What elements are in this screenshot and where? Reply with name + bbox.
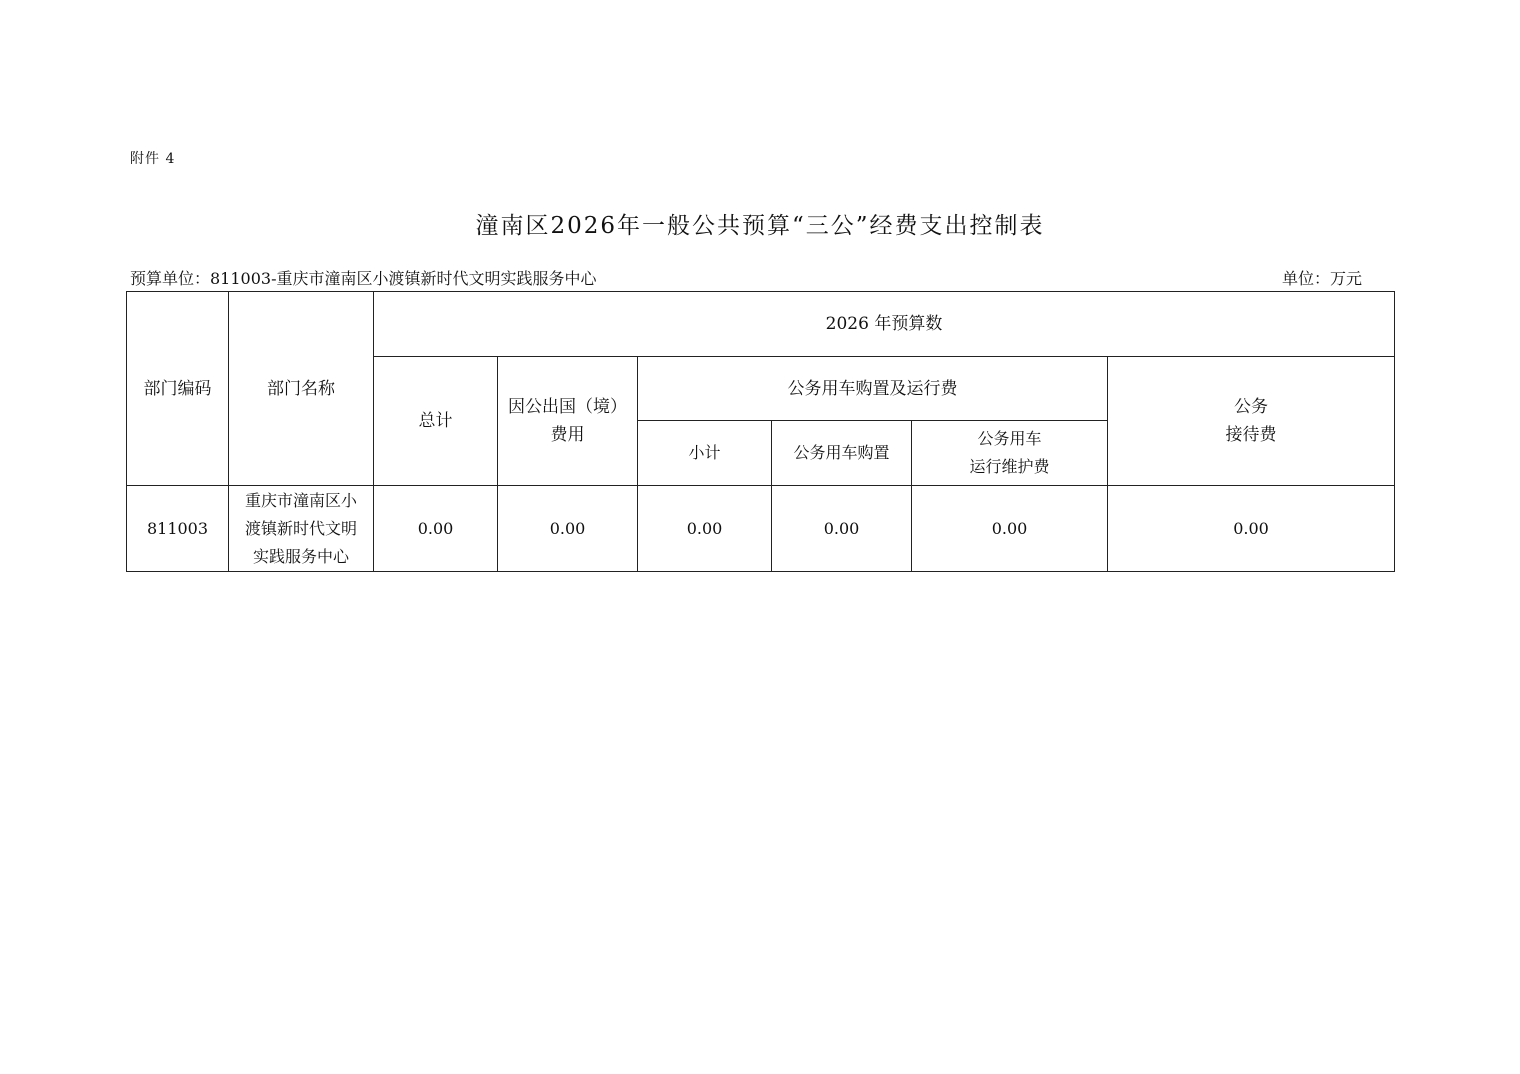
cell-dept-name-line3: 实践服务中心 [252, 546, 349, 566]
header-budget-year: 2026 年预算数 [374, 292, 1395, 357]
header-overseas [498, 357, 638, 486]
cell-total: 0.00 [374, 486, 498, 572]
cell-dept-name-line1: 重庆市潼南区小 [244, 490, 357, 510]
budget-unit-text: 预算单位：811003-重庆市潼南区小渡镇新时代文明实践服务中心 [130, 269, 597, 288]
header-vehicle-maint-line2: 运行维护费 [969, 457, 1050, 476]
money-unit-text: 单位：万元 [1281, 269, 1362, 288]
cell-dept-name [229, 486, 374, 572]
header-dept-code: 部门编码 [127, 292, 229, 486]
unit-line [130, 266, 1362, 288]
cell-overseas: 0.00 [498, 486, 638, 572]
header-subtotal: 小计 [638, 421, 772, 486]
header-reception-line1: 公务 [1234, 397, 1268, 417]
header-overseas-line1: 因公出国（境） [508, 397, 627, 417]
header-vehicle-maint-line1: 公务用车 [977, 429, 1042, 448]
cell-vehicle-purchase: 0.00 [772, 486, 912, 572]
header-vehicle-maint [912, 421, 1108, 486]
header-reception-line2: 接待费 [1225, 425, 1277, 445]
cell-dept-code: 811003 [127, 486, 229, 572]
page-title: 潼南区2026年一般公共预算“三公”经费支出控制表 [475, 213, 1045, 239]
expense-control-table [126, 291, 1395, 572]
header-total: 总计 [374, 357, 498, 486]
attachment-label: 附件 4 [130, 151, 176, 167]
cell-vehicle-maint: 0.00 [912, 486, 1108, 572]
header-overseas-line2: 费用 [550, 425, 585, 445]
cell-dept-name-line2: 渡镇新时代文明 [244, 518, 357, 538]
header-vehicle-group: 公务用车购置及运行费 [638, 357, 1108, 421]
table-row [127, 486, 1395, 572]
header-row-1 [127, 292, 1395, 357]
header-vehicle-purchase: 公务用车购置 [772, 421, 912, 486]
header-dept-name: 部门名称 [229, 292, 374, 486]
cell-reception: 0.00 [1108, 486, 1395, 572]
cell-subtotal: 0.00 [638, 486, 772, 572]
header-reception [1108, 357, 1395, 486]
